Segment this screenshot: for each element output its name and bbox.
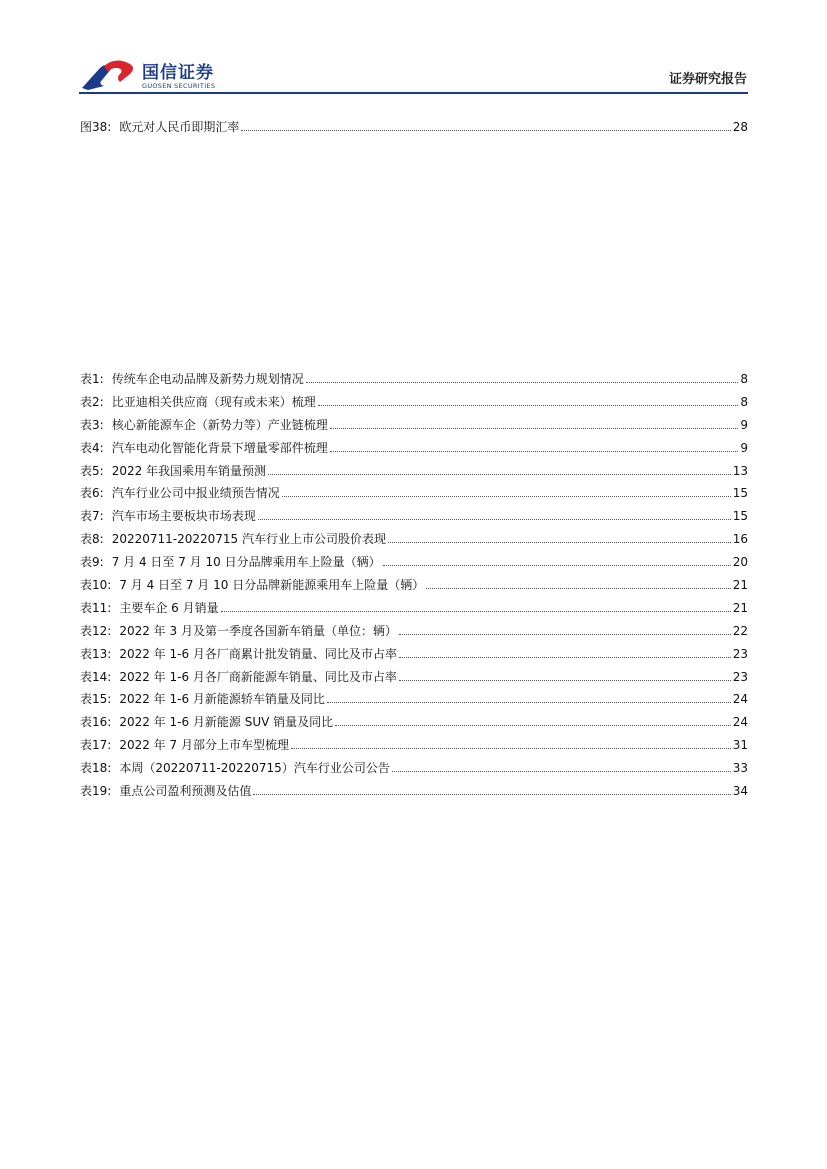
toc-entry-page: 31 [732,738,748,753]
toc-entry[interactable] [80,736,748,759]
toc-entry[interactable] [80,462,748,485]
toc-entry-title: 2022 年 7 月部分上市车型梳理 [119,738,289,753]
logo-english-name: GUOSEN SECURITIES [142,82,216,90]
toc-entry-number: 表17: [80,738,112,753]
toc-entry-number: 表9: [80,555,104,570]
toc-entry-page: 22 [732,623,748,638]
toc-entry-title: 汽车行业公司中报业绩预告情况 [111,486,280,501]
toc-entry-number: 表5: [80,463,104,478]
toc-leader-dots [258,508,731,520]
toc-leader-dots [399,646,731,658]
toc-entry[interactable] [80,782,748,805]
toc-entry-page: 23 [732,646,748,661]
toc-leader-dots [221,600,731,612]
toc-entry-number: 表13: [80,646,112,661]
toc-entry-number: 表16: [80,715,112,730]
toc-entry[interactable] [80,622,748,645]
page-header [0,0,827,100]
toc-entry-title: 核心新能源车企（新势力等）产业链梳理 [111,417,328,432]
toc-leader-dots [330,417,739,429]
toc-entry-number: 表14: [80,669,112,684]
toc-entry-page: 15 [732,509,748,524]
toc-entry-page: 20 [732,555,748,570]
toc-leader-dots [399,623,731,635]
toc-entry-page: 34 [732,784,748,799]
figure-list [80,118,748,141]
toc-entry-title: 2022 年 3 月及第一季度各国新车销量（单位：辆） [119,623,397,638]
toc-entry-number: 表11: [80,600,112,615]
toc-entry[interactable] [80,759,748,782]
toc-entry-page: 9 [740,417,748,432]
toc-entry[interactable] [80,553,748,576]
guosen-logo-icon [80,58,138,92]
toc-entry[interactable] [80,416,748,439]
toc-leader-dots [306,371,739,383]
toc-entry[interactable] [80,713,748,736]
toc-entry-page: 33 [732,761,748,776]
toc-leader-dots [392,760,731,772]
report-type-label: 证券研究报告 [668,72,747,87]
toc-entry-title: 2022 年 1-6 月各厂商累计批发销量、同比及市占率 [119,646,397,661]
table-list [80,370,748,805]
toc-entry-title: 比亚迪相关供应商（现有或未来）梳理 [111,394,316,409]
toc-entry[interactable] [80,507,748,530]
toc-entry-number: 表3: [80,417,104,432]
toc-leader-dots [388,531,731,543]
toc-entry[interactable] [80,668,748,691]
toc-entry-title: 7 月 4 日至 7 月 10 日分品牌新能源乘用车上险量（辆） [119,578,425,593]
toc-entry-page: 24 [732,692,748,707]
toc-entry-title: 20220711-20220715 汽车行业上市公司股价表现 [111,532,386,547]
toc-entry-number: 表4: [80,440,104,455]
toc-entry-number: 表18: [80,761,112,776]
toc-entry-page: 16 [732,532,748,547]
guosen-logo [80,56,230,96]
toc-entry-title: 欧元对人民币即期汇率 [119,120,240,134]
toc-entry[interactable] [80,645,748,668]
toc-entry[interactable] [80,576,748,599]
toc-entry-number: 表15: [80,692,112,707]
toc-leader-dots [253,783,730,795]
toc-entry-page: 15 [732,486,748,501]
toc-entry[interactable] [80,484,748,507]
toc-entry-number: 表12: [80,623,112,638]
toc-entry-title: 主要车企 6 月销量 [119,600,219,615]
toc-entry-number: 表1: [80,372,104,386]
header-divider [79,92,748,94]
toc-leader-dots [327,691,731,703]
toc-entry-title: 2022 年 1-6 月各厂商新能源车销量、同比及市占率 [119,669,397,684]
toc-leader-dots [399,669,731,681]
toc-entry-title: 本周（20220711-20220715）汽车行业公司公告 [119,761,390,776]
toc-entry-title: 2022 年 1-6 月新能源 SUV 销量及同比 [119,715,334,730]
toc-entry-number: 表2: [80,394,104,409]
toc-entry-number: 表19: [80,784,112,799]
toc-entry[interactable] [80,599,748,622]
toc-entry-page: 13 [732,463,748,478]
toc-entry-title: 2022 年 1-6 月新能源轿车销量及同比 [119,692,325,707]
toc-entry[interactable] [80,530,748,553]
toc-leader-dots [291,737,731,749]
toc-entry-page: 24 [732,715,748,730]
toc-leader-dots [241,119,730,131]
toc-leader-dots [268,463,731,475]
toc-leader-dots [335,714,731,726]
toc-entry[interactable] [80,690,748,713]
toc-entry-title: 传统车企电动品牌及新势力规划情况 [111,372,304,386]
toc-entry-page: 9 [740,440,748,455]
toc-entry-page: 21 [732,600,748,615]
logo-chinese-name: 国信证券 [142,63,214,83]
toc-entry-title: 汽车市场主要板块市场表现 [111,509,256,524]
toc-entry[interactable] [80,439,748,462]
toc-entry[interactable] [80,370,748,393]
toc-entry-title: 2022 年我国乘用车销量预测 [111,463,267,478]
toc-leader-dots [330,440,739,452]
toc-entry[interactable] [80,393,748,416]
toc-leader-dots [282,485,731,497]
toc-entry-number: 图38: [80,120,112,134]
toc-entry-title: 汽车电动化智能化背景下增量零部件梳理 [111,440,328,455]
toc-entry-number: 表7: [80,509,104,524]
toc-leader-dots [426,577,731,589]
toc-entry-number: 表10: [80,578,112,593]
toc-entry-page: 8 [740,394,748,409]
toc-leader-dots [318,394,739,406]
toc-entry-number: 表8: [80,532,104,547]
toc-entry-title: 重点公司盈利预测及估值 [119,784,252,799]
toc-entry-number: 表6: [80,486,104,501]
toc-entry-title: 7 月 4 日至 7 月 10 日分品牌乘用车上险量（辆） [111,555,381,570]
toc-entry-page: 8 [740,372,748,386]
toc-entry-page: 21 [732,578,748,593]
toc-entry-page: 28 [732,120,748,134]
toc-entry-page: 23 [732,669,748,684]
toc-entry[interactable] [80,118,748,141]
toc-leader-dots [383,554,731,566]
